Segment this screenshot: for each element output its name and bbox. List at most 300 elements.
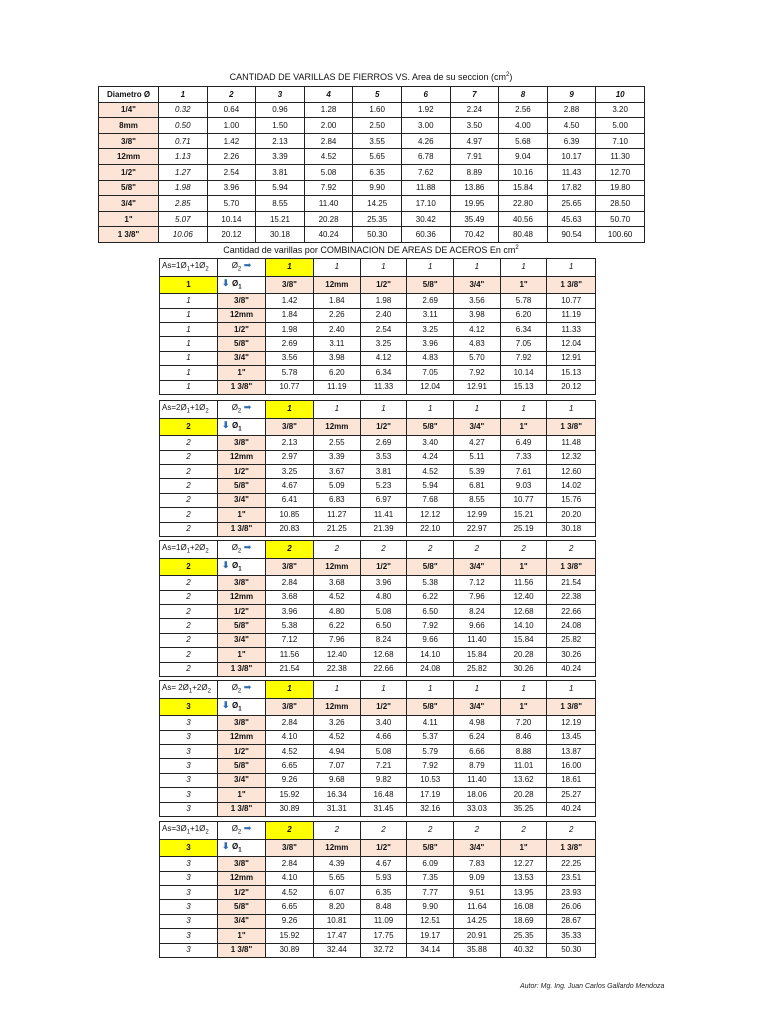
phi1-count: 3 [160, 885, 218, 899]
area-cell: 5.38 [407, 576, 454, 590]
area-cell: 3.40 [360, 716, 407, 730]
phi1-count: 3 [160, 773, 218, 787]
area-cell: 10.14 [500, 366, 547, 380]
phi1-count: 1 [160, 366, 218, 380]
main-col-header: 9 [547, 87, 596, 103]
diameter-header: 1" [500, 418, 547, 436]
phi2-count: 2 [500, 822, 547, 840]
formula-sub-a: 1 [186, 408, 191, 415]
phi2-count: 2 [407, 541, 454, 559]
phi1-count: 2 [160, 619, 218, 633]
table-row [160, 716, 596, 730]
diameter-label: 1 3/8" [218, 522, 266, 536]
area-cell: 20.83 [266, 522, 314, 536]
area-cell: 6.24 [454, 730, 501, 744]
area-cell: 3.96 [407, 337, 454, 351]
phi2-count: 1 [547, 401, 596, 419]
area-cell: 6.81 [454, 479, 501, 493]
area-cell: 6.34 [500, 322, 547, 336]
area-cell: 4.50 [547, 118, 596, 134]
area-cell: 12.32 [547, 450, 596, 464]
area-cell: 15.13 [547, 366, 596, 380]
area-cell: 4.98 [454, 716, 501, 730]
area-cell: 32.44 [314, 943, 361, 957]
table-row [160, 337, 596, 351]
area-cell: 25.65 [547, 196, 596, 212]
phi1-sub: 1 [238, 706, 242, 713]
diameter-label: 1/2" [218, 322, 266, 336]
area-cell: 5.78 [266, 366, 314, 380]
area-cell: 35.49 [450, 211, 499, 227]
phi1-header [218, 839, 266, 857]
area-cell: 4.12 [454, 322, 501, 336]
area-cell: 17.19 [407, 788, 454, 802]
table-row [99, 196, 645, 212]
area-cell: 13.62 [500, 773, 547, 787]
area-cell: 6.20 [500, 308, 547, 322]
diameter-header: 1" [500, 276, 547, 294]
diameter-label: 3/8" [218, 576, 266, 590]
phi2-count: 1 [500, 681, 547, 699]
area-cell: 7.92 [407, 619, 454, 633]
area-cell: 21.25 [314, 522, 361, 536]
area-cell: 7.92 [454, 366, 501, 380]
area-cell: 16.34 [314, 788, 361, 802]
area-cell: 1.98 [360, 294, 407, 308]
area-cell: 9.90 [407, 900, 454, 914]
table-row [160, 351, 596, 365]
diameter-header: 3/4" [454, 698, 501, 716]
area-cell: 9.26 [266, 773, 314, 787]
area-cell: 2.69 [360, 436, 407, 450]
table-row [99, 180, 645, 196]
diameter-header: 3/8" [266, 558, 314, 576]
phi1-header [218, 276, 266, 294]
diameter-header: 3/8" [266, 698, 314, 716]
phi1-sub: 1 [238, 284, 242, 291]
area-cell: 12.51 [407, 914, 454, 928]
phi2-count: 2 [407, 822, 454, 840]
area-cell: 2.88 [547, 102, 596, 118]
diameter-label: 3/4" [99, 196, 159, 212]
area-cell: 5.68 [499, 133, 548, 149]
area-cell: 35.88 [454, 943, 501, 957]
phi2-count: 1 [500, 401, 547, 419]
area-cell: 6.65 [266, 900, 314, 914]
phi1-count: 3 [160, 857, 218, 871]
area-cell: 50.30 [353, 227, 402, 243]
area-cell: 6.35 [360, 885, 407, 899]
area-cell: 25.35 [353, 211, 402, 227]
area-cell: 24.08 [407, 662, 454, 676]
area-cell: 2.50 [353, 118, 402, 134]
area-cell: 3.56 [266, 351, 314, 365]
table-row [160, 871, 596, 885]
area-cell: 3.25 [266, 464, 314, 478]
area-cell: 25.82 [454, 662, 501, 676]
combo-count-row [160, 401, 596, 419]
area-cell: 4.52 [314, 590, 361, 604]
main-col-header: 3 [256, 87, 305, 103]
area-cell: 22.38 [547, 590, 596, 604]
formula-sub-b: 2 [205, 829, 209, 836]
area-cell: 14.10 [500, 619, 547, 633]
formula-sub-b: 2 [207, 688, 211, 695]
area-cell: 11.01 [500, 759, 547, 773]
area-cell: 7.12 [454, 576, 501, 590]
phi1-count: 2 [160, 604, 218, 618]
area-cell: 70.42 [450, 227, 499, 243]
area-cell: 3.96 [266, 604, 314, 618]
area-cell: 5.11 [454, 450, 501, 464]
diameter-header: 1" [500, 558, 547, 576]
formula-a: As= 2Ø [162, 682, 189, 692]
area-cell: 6.49 [500, 436, 547, 450]
diameter-label: 1" [218, 788, 266, 802]
area-cell: 11.56 [500, 576, 547, 590]
diameter-header: 3/4" [454, 558, 501, 576]
formula-a: As=1Ø [162, 542, 187, 552]
area-cell: 19.95 [450, 196, 499, 212]
area-cell: 17.75 [360, 929, 407, 943]
phi2-count: 1 [360, 259, 407, 277]
area-cell: 12.68 [500, 604, 547, 618]
phi1-count: 3 [160, 802, 218, 816]
area-cell: 9.04 [499, 149, 548, 165]
diameter-label: 3/8" [218, 294, 266, 308]
area-cell: 11.40 [454, 773, 501, 787]
area-cell: 5.65 [314, 871, 361, 885]
area-cell: 22.38 [314, 662, 361, 676]
area-cell: 16.00 [547, 759, 596, 773]
phi1-count: 3 [160, 788, 218, 802]
area-cell: 6.39 [547, 133, 596, 149]
diameter-header: 5/8" [407, 276, 454, 294]
phi2-count: 1 [314, 681, 361, 699]
area-cell: 21.54 [547, 576, 596, 590]
area-cell: 40.24 [547, 662, 596, 676]
area-cell: 9.26 [266, 914, 314, 928]
phi1-count: 3 [160, 839, 218, 857]
formula-b: +1Ø [190, 402, 206, 412]
area-cell: 0.64 [207, 102, 256, 118]
diameter-label: 5/8" [218, 479, 266, 493]
table-row [99, 118, 645, 134]
combo-diameter-row [160, 276, 596, 294]
phi1-count: 3 [160, 730, 218, 744]
area-cell: 3.81 [256, 164, 305, 180]
area-cell: 8.55 [256, 196, 305, 212]
combo-formula [160, 822, 218, 840]
phi1-header [218, 558, 266, 576]
area-cell: 4.10 [266, 730, 314, 744]
area-cell: 10.06 [159, 227, 208, 243]
area-cell: 15.84 [499, 180, 548, 196]
area-cell: 4.39 [314, 857, 361, 871]
area-cell: 12.04 [407, 380, 454, 394]
combo-table [159, 680, 596, 817]
area-cell: 22.66 [360, 662, 407, 676]
area-cell: 26.06 [547, 900, 596, 914]
area-cell: 4.00 [499, 118, 548, 134]
area-cell: 4.52 [314, 730, 361, 744]
formula-b: +1Ø [190, 823, 206, 833]
area-cell: 15.13 [500, 380, 547, 394]
phi2-symbol: Ø [231, 683, 238, 692]
area-cell: 11.41 [360, 508, 407, 522]
area-cell: 3.11 [407, 308, 454, 322]
diameter-header: 3/8" [266, 418, 314, 436]
arrow-down-icon: ⬇ [222, 840, 233, 851]
area-cell: 2.85 [159, 196, 208, 212]
area-cell: 4.10 [266, 871, 314, 885]
area-cell: 1.84 [314, 294, 361, 308]
phi1-count: 3 [160, 744, 218, 758]
phi1-sub: 1 [238, 426, 242, 433]
phi1-count: 3 [160, 929, 218, 943]
area-cell: 11.43 [547, 164, 596, 180]
phi1-count: 3 [160, 698, 218, 716]
area-cell: 8.88 [500, 744, 547, 758]
area-cell: 14.25 [353, 196, 402, 212]
phi1-header [218, 418, 266, 436]
diameter-label: 3/4" [218, 493, 266, 507]
area-cell: 4.67 [360, 857, 407, 871]
area-cell: 20.12 [207, 227, 256, 243]
area-cell: 0.96 [256, 102, 305, 118]
table-row [160, 380, 596, 394]
area-cell: 45.63 [547, 211, 596, 227]
table-row [99, 149, 645, 165]
area-cell: 9.03 [500, 479, 547, 493]
diameter-header: 12mm [314, 418, 361, 436]
main-col-header: 2 [207, 87, 256, 103]
area-cell: 30.42 [401, 211, 450, 227]
area-cell: 5.00 [596, 118, 645, 134]
diameter-header: 3/8" [266, 839, 314, 857]
diameter-label: 1" [99, 211, 159, 227]
area-cell: 15.21 [256, 211, 305, 227]
phi2-count: 2 [360, 541, 407, 559]
phi2-count: 1 [454, 259, 501, 277]
diameter-label: 1 3/8" [99, 227, 159, 243]
area-cell: 11.30 [596, 149, 645, 165]
combo-count-row [160, 822, 596, 840]
arrow-down-icon: ⬇ [222, 699, 233, 710]
arrow-right-icon: ➡ [241, 682, 252, 692]
phi1-count: 3 [160, 716, 218, 730]
area-cell: 17.47 [314, 929, 361, 943]
formula-sub-a: 1 [186, 829, 191, 836]
area-cell: 4.26 [401, 133, 450, 149]
table-row [160, 788, 596, 802]
main-col-header: 5 [353, 87, 402, 103]
phi2-count: 2 [314, 822, 361, 840]
area-cell: 35.25 [500, 802, 547, 816]
area-cell: 60.36 [401, 227, 450, 243]
area-cell: 6.22 [407, 590, 454, 604]
area-cell: 3.39 [314, 450, 361, 464]
area-cell: 10.81 [314, 914, 361, 928]
diameter-label: 3/8" [99, 133, 159, 149]
diameter-label: 1" [218, 508, 266, 522]
area-cell: 7.05 [407, 366, 454, 380]
area-cell: 5.09 [314, 479, 361, 493]
table-row [160, 802, 596, 816]
phi2-sub: 2 [237, 548, 242, 555]
area-cell: 10.77 [547, 294, 596, 308]
diameter-label: 12mm [218, 308, 266, 322]
phi2-sub: 2 [237, 266, 242, 273]
combo-formula [160, 259, 218, 277]
area-cell: 4.52 [266, 744, 314, 758]
area-cell: 7.92 [407, 759, 454, 773]
area-cell: 2.55 [314, 436, 361, 450]
area-cell: 2.54 [207, 164, 256, 180]
area-cell: 12.27 [500, 857, 547, 871]
diameter-label: 1 3/8" [218, 943, 266, 957]
area-cell: 14.10 [407, 648, 454, 662]
area-cell: 13.87 [547, 744, 596, 758]
formula-sub-a: 1 [186, 548, 191, 555]
phi2-count: 1 [360, 681, 407, 699]
diameter-header: 5/8" [407, 839, 454, 857]
table-row [160, 508, 596, 522]
phi2-count: 1 [266, 681, 314, 699]
area-cell: 3.56 [454, 294, 501, 308]
area-cell: 22.25 [547, 857, 596, 871]
area-cell: 3.98 [314, 351, 361, 365]
area-cell: 15.92 [266, 929, 314, 943]
phi2-symbol: Ø [231, 403, 238, 412]
area-cell: 2.84 [266, 857, 314, 871]
area-cell: 6.66 [454, 744, 501, 758]
area-cell: 12.12 [407, 508, 454, 522]
area-cell: 7.83 [454, 857, 501, 871]
area-cell: 10.77 [500, 493, 547, 507]
phi1-count: 1 [160, 308, 218, 322]
area-cell: 20.28 [500, 788, 547, 802]
area-cell: 23.51 [547, 871, 596, 885]
phi1-count: 1 [160, 294, 218, 308]
area-cell: 9.51 [454, 885, 501, 899]
table-row [160, 619, 596, 633]
diameter-label: 12mm [218, 590, 266, 604]
table-row [99, 227, 645, 243]
area-cell: 30.18 [547, 522, 596, 536]
area-cell: 6.97 [360, 493, 407, 507]
phi2-count: 1 [266, 401, 314, 419]
main-col-header: 4 [304, 87, 353, 103]
table-row [160, 900, 596, 914]
area-cell: 15.84 [454, 648, 501, 662]
phi1-count: 2 [160, 436, 218, 450]
diameter-label: 3/4" [218, 351, 266, 365]
diameter-label: 1/2" [218, 464, 266, 478]
area-cell: 9.66 [407, 633, 454, 647]
diameter-label: 5/8" [218, 619, 266, 633]
area-cell: 0.71 [159, 133, 208, 149]
diameter-header: 3/4" [454, 839, 501, 857]
table-row [160, 493, 596, 507]
phi1-count: 1 [160, 337, 218, 351]
diameter-header: 1 3/8" [547, 839, 596, 857]
area-cell: 8.89 [450, 164, 499, 180]
area-cell: 15.21 [500, 508, 547, 522]
area-cell: 4.80 [314, 604, 361, 618]
area-cell: 1.60 [353, 102, 402, 118]
phi2-sub: 2 [237, 688, 242, 695]
area-cell: 6.09 [407, 857, 454, 871]
area-cell: 6.34 [360, 366, 407, 380]
combo-table [159, 540, 596, 677]
phi2-count: 2 [547, 822, 596, 840]
formula-b: +2Ø [190, 542, 206, 552]
phi1-count: 2 [160, 508, 218, 522]
area-cell: 2.00 [304, 118, 353, 134]
diameter-header: 1/2" [360, 418, 407, 436]
diameter-label: 3/4" [218, 773, 266, 787]
main-header-label: Diametro Ø [99, 87, 159, 103]
main-table-title: CANTIDAD DE VARILLAS DE FIERROS VS. Area de su seccion $(cm^2)$ [229, 72, 513, 82]
area-cell: 50.70 [596, 211, 645, 227]
area-cell: 2.84 [266, 716, 314, 730]
area-cell: 6.35 [353, 164, 402, 180]
area-cell: 1.50 [256, 118, 305, 134]
area-cell: 10.77 [266, 380, 314, 394]
area-cell: 6.83 [314, 493, 361, 507]
area-cell: 9.90 [353, 180, 402, 196]
phi2-count: 1 [454, 401, 501, 419]
phi1-count: 2 [160, 450, 218, 464]
area-cell: 4.12 [360, 351, 407, 365]
area-cell: 5.08 [360, 604, 407, 618]
area-cell: 5.39 [454, 464, 501, 478]
area-cell: 3.26 [314, 716, 361, 730]
formula-a: As=2Ø [162, 402, 187, 412]
area-cell: 15.84 [500, 633, 547, 647]
area-cell: 14.02 [547, 479, 596, 493]
area-cell: 5.78 [500, 294, 547, 308]
area-cell: 9.66 [454, 619, 501, 633]
area-cell: 35.33 [547, 929, 596, 943]
area-cell: 22.66 [547, 604, 596, 618]
area-cell: 7.92 [304, 180, 353, 196]
phi1-count: 2 [160, 558, 218, 576]
phi2-header [218, 401, 266, 419]
area-cell: 40.24 [547, 802, 596, 816]
diameter-label: 3/4" [218, 633, 266, 647]
area-cell: 50.30 [547, 943, 596, 957]
area-cell: 7.10 [596, 133, 645, 149]
table-row [160, 366, 596, 380]
area-cell: 2.56 [499, 102, 548, 118]
area-cell: 2.54 [360, 322, 407, 336]
area-cell: 4.67 [266, 479, 314, 493]
area-cell: 12.04 [547, 337, 596, 351]
area-cell: 32.72 [360, 943, 407, 957]
area-cell: 3.50 [450, 118, 499, 134]
area-cell: 4.24 [407, 450, 454, 464]
area-cell: 2.26 [207, 149, 256, 165]
area-cell: 32.16 [407, 802, 454, 816]
area-cell: 3.39 [256, 149, 305, 165]
area-cell: 5.23 [360, 479, 407, 493]
combo-diameter-row [160, 698, 596, 716]
area-cell: 30.89 [266, 802, 314, 816]
area-cell: 7.77 [407, 885, 454, 899]
area-cell: 16.08 [500, 900, 547, 914]
